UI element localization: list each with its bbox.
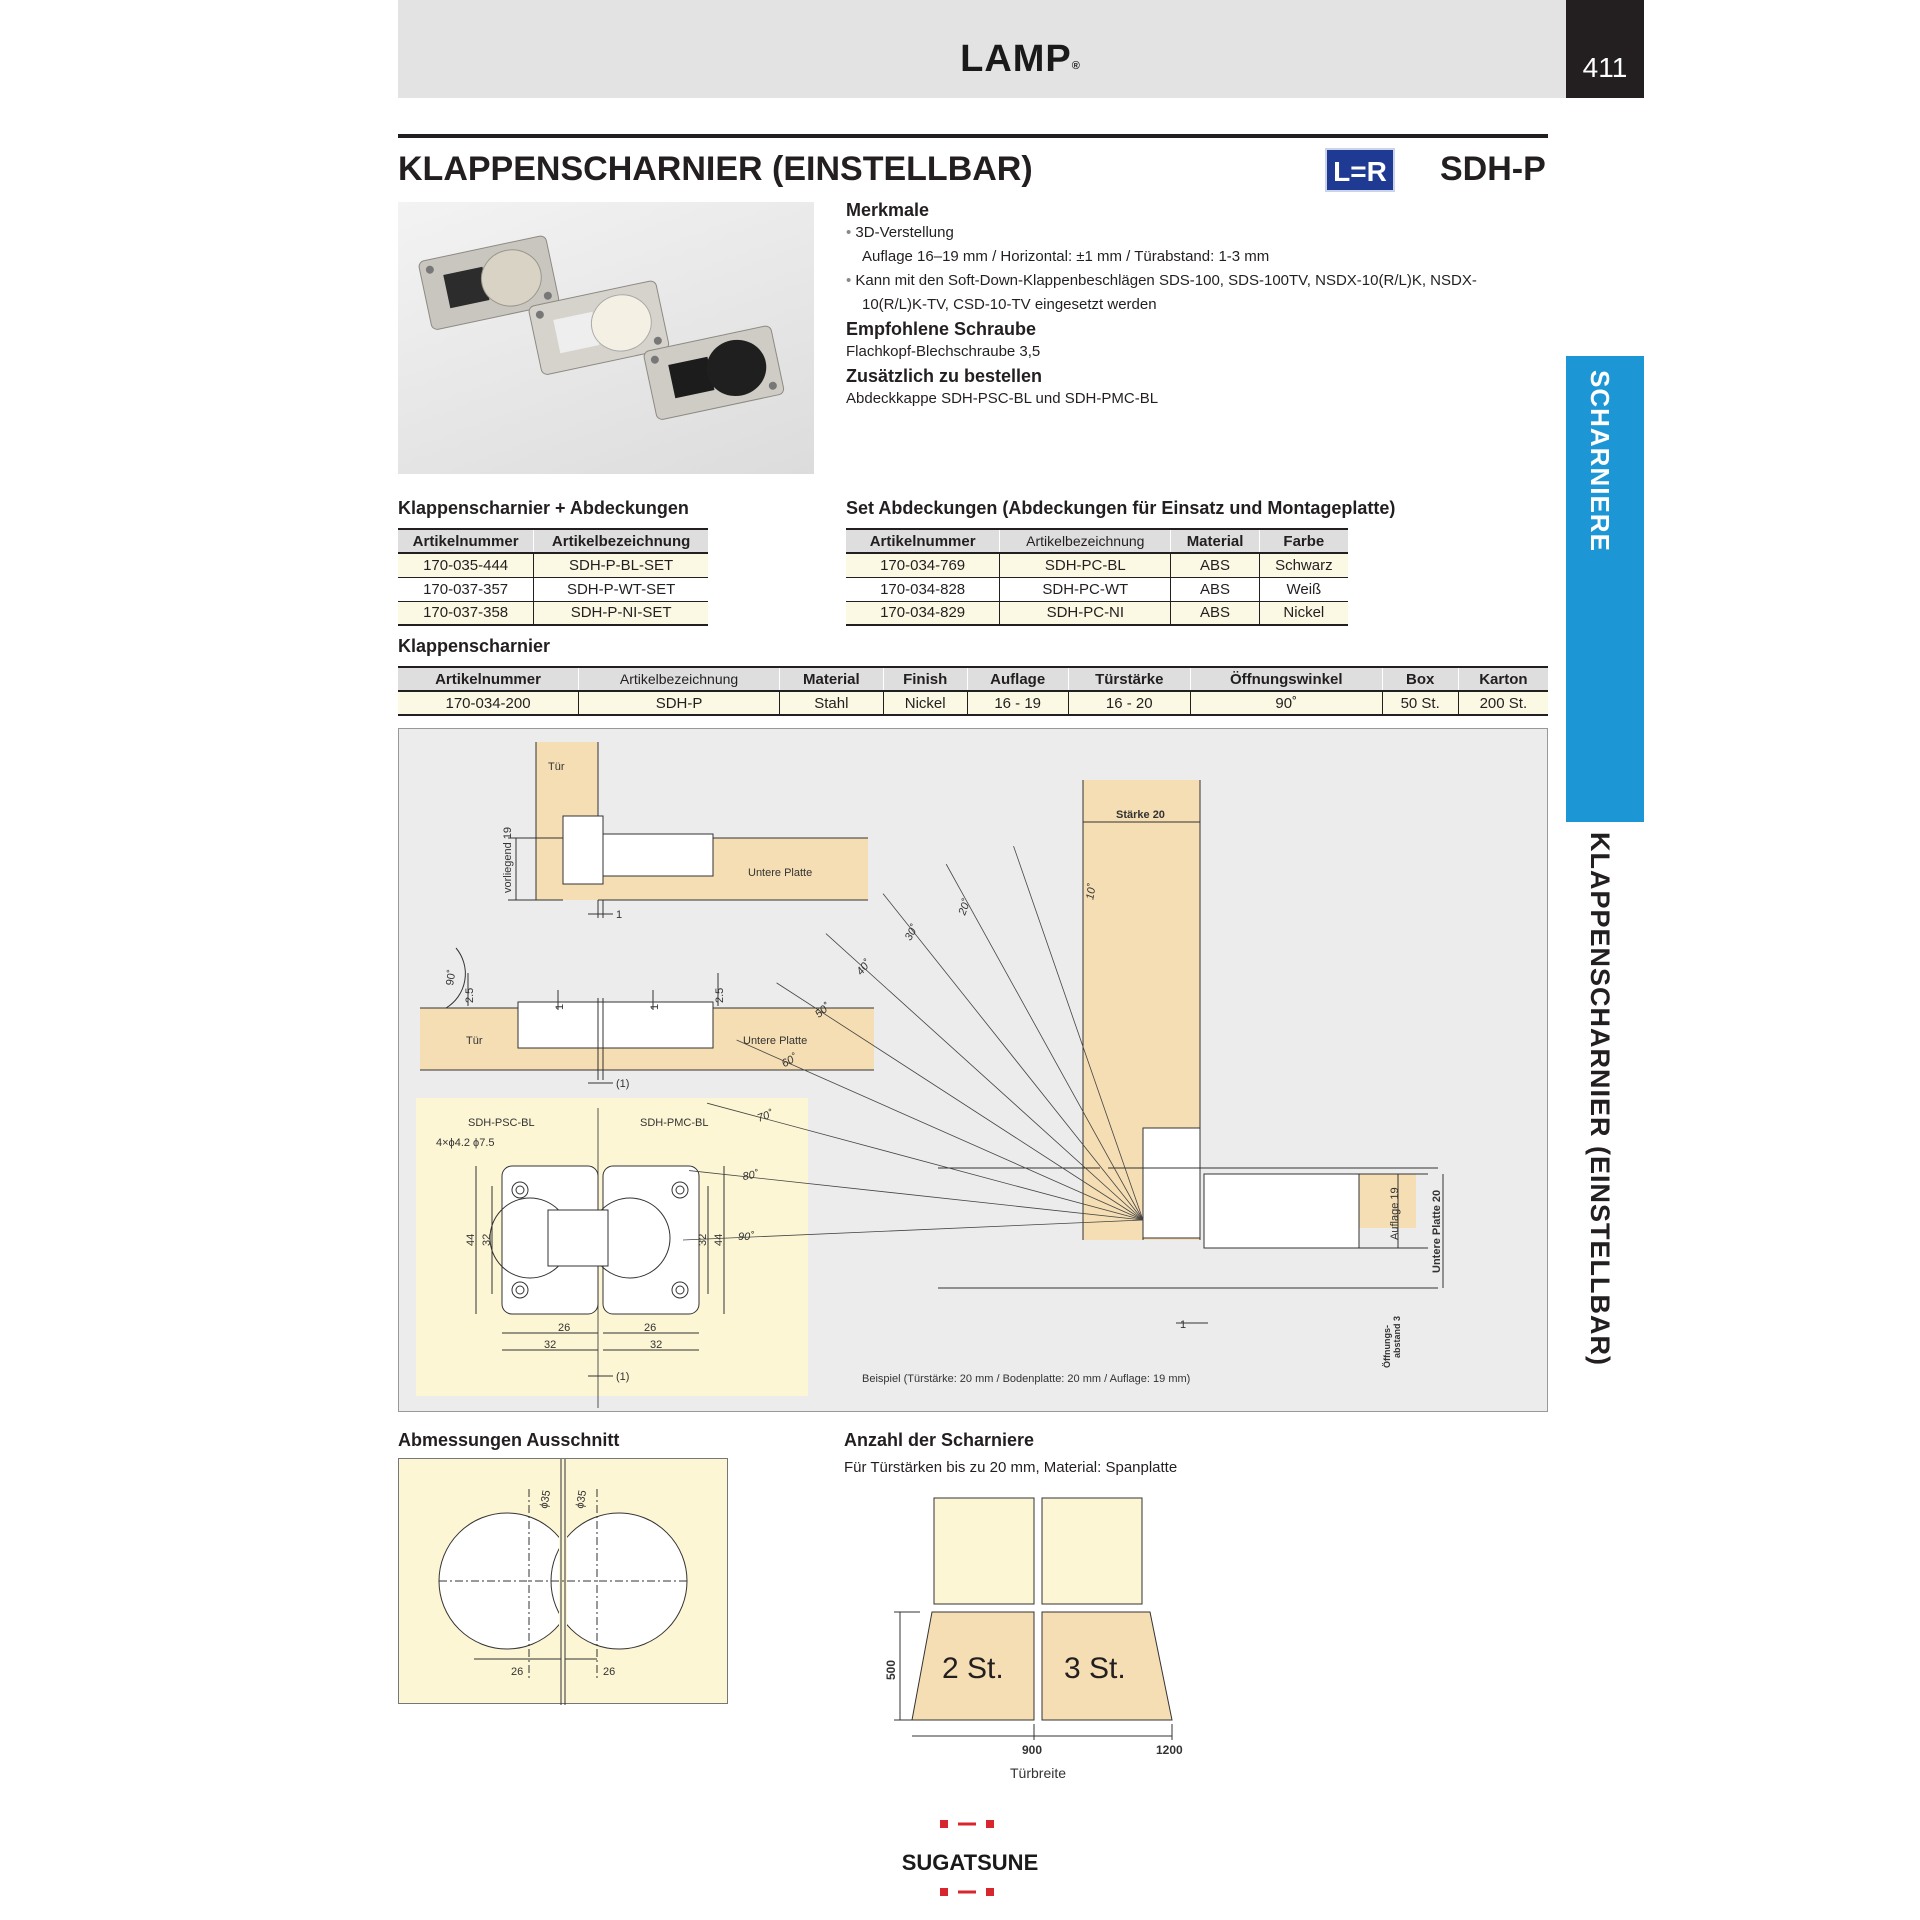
pmc-label: SDH-PMC-BL — [640, 1117, 709, 1129]
page-number: 411 — [1566, 0, 1644, 98]
feature-item: 10(R/L)K-TV, CSD-10-TV eingesetzt werden — [862, 296, 1157, 313]
sets-table-title: Klappenscharnier + Abdeckungen — [398, 498, 689, 518]
angle-90-label: 90˚ — [444, 968, 459, 987]
title-rule — [398, 134, 1548, 138]
height-500-label: 500 — [884, 1659, 898, 1680]
width-900-label: 900 — [1022, 1743, 1043, 1757]
width-1200-label: 1200 — [1156, 1743, 1183, 1757]
covers-table: Artikelnummer Artikelbezeichnung Material Farbe 170-034-769 SDH-PC-BL ABS Schwarz 170-034-828 SDH-PC-WT ABS Weiß 170-034-829 SDH-PC-NI ABS Nickel — [846, 528, 1348, 626]
dim-1-left: 1 — [554, 1003, 566, 1010]
hinge-count-subtitle: Für Türstärken bis zu 20 mm, Material: Spanplatte — [844, 1459, 1178, 1476]
model-code: SDH-P — [1440, 150, 1546, 188]
brand-logo: LAMP® — [960, 38, 1081, 80]
footer-brand: SUGATSUNE — [901, 1850, 1039, 1875]
section-side-title: KLAPPENSCHARNIER (EINSTELLBAR) — [1585, 832, 1615, 1367]
lower-plate-label: Untere Platte — [748, 867, 813, 879]
dim-1-paren-bottom: (1) — [616, 1371, 630, 1383]
dim-1: 1 — [616, 909, 623, 921]
extra-text: Abdeckkappe SDH-PSC-BL und SDH-PMC-BL — [846, 390, 1159, 407]
feature-item: • Kann mit den Soft-Down-Klappenbeschlägen SDS-100, SDS-100TV, NSDX-10(R/L)K, NSDX- — [846, 272, 1477, 289]
swing-angle-label: 90˚ — [738, 1231, 754, 1243]
category-tab-label: SCHARNIERE — [1585, 370, 1615, 552]
gap-1: 1 — [1180, 1319, 1187, 1331]
cutout-26-right: 26 — [603, 1666, 616, 1678]
page-title: KLAPPENSCHARNIER (EINSTELLBAR) — [398, 150, 1033, 188]
lower-plate-label-2: Untere Platte — [743, 1035, 808, 1047]
swing-angle-label: 60˚ — [779, 1051, 800, 1071]
swing-angle-label: 80˚ — [741, 1168, 760, 1184]
swing-angle-label: 10˚ — [1084, 883, 1099, 901]
door-label: Tür — [548, 761, 565, 773]
feature-item: Auflage 16–19 mm / Horizontal: ±1 mm / Türabstand: 1-3 mm — [862, 248, 1270, 265]
product-photo — [398, 202, 814, 474]
opening-gap-label-2: abstand 3 — [1392, 1315, 1402, 1358]
dim-32-left: 32 — [481, 1233, 493, 1246]
features-block — [846, 200, 1546, 411]
dim-1-right: 1 — [649, 1003, 661, 1010]
cutout-title: Abmessungen Ausschnitt — [398, 1430, 620, 1450]
swing-angle-label: 50˚ — [812, 1001, 833, 1021]
hinge-table: Artikelnummer Artikelbezeichnung Material Finish Auflage Türstärke Öffnungswinkel Box Karton 170-034-200 SDH-P Stahl Nickel 16 - 19 16 - 20 90˚ 50 St. 200 St. — [398, 666, 1548, 716]
opening-gap-label: Öffnungs- — [1382, 1325, 1392, 1368]
swing-angle-label: 40˚ — [854, 957, 874, 978]
dim-32-right: 32 — [697, 1233, 709, 1246]
door-label-2: Tür — [466, 1035, 483, 1047]
holes-label: 4×ϕ4.2 ϕ7.5 — [436, 1137, 495, 1149]
thickness-label: Stärke 20 — [1116, 809, 1165, 821]
header-bar — [398, 0, 1643, 98]
dim-2-5-right: 2.5 — [714, 987, 726, 1003]
dim-32-bottom-right: 32 — [650, 1339, 663, 1351]
footer-logo — [900, 1820, 1040, 1905]
lower-plate-20-label: Untere Platte 20 — [1431, 1189, 1443, 1273]
dim-32-bottom-left: 32 — [544, 1339, 557, 1351]
overlay-19-label: Auflage 19 — [1389, 1187, 1401, 1240]
psc-label: SDH-PSC-BL — [468, 1117, 535, 1129]
hinge-count-chart — [880, 1488, 1200, 1788]
example-caption: Beispiel (Türstärke: 20 mm / Bodenplatte: 20 mm / Auflage: 19 mm) — [862, 1373, 1191, 1385]
hinge-count-title: Anzahl der Scharniere — [844, 1430, 1035, 1450]
dim-26-right: 26 — [644, 1322, 657, 1334]
dim-44-left: 44 — [465, 1233, 477, 1246]
count-2-label: 2 St. — [942, 1652, 1004, 1685]
screw-text: Flachkopf-Blechschraube 3,5 — [846, 343, 1041, 360]
lr-badge: L=R — [1325, 148, 1395, 192]
dim-1-paren: (1) — [616, 1078, 630, 1090]
cutout-dia-right: ϕ35 — [574, 1489, 590, 1510]
cutout-drawing — [398, 1458, 728, 1704]
category-tab[interactable] — [1566, 356, 1644, 822]
sets-table: Artikelnummer Artikelbezeichnung 170-035-444 SDH-P-BL-SET 170-037-357 SDH-P-WT-SET 170-037-358 SDH-P-NI-SET — [398, 528, 708, 626]
feature-item: • 3D-Verstellung — [846, 224, 954, 241]
door-width-label: Türbreite — [1010, 1765, 1067, 1781]
cutout-26-left: 26 — [511, 1666, 524, 1678]
swing-angle-label: 30˚ — [902, 922, 922, 943]
dim-44-right: 44 — [713, 1233, 725, 1246]
extra-heading: Zusätzlich zu bestellen — [846, 366, 1043, 386]
swing-ray — [737, 1040, 1143, 1220]
cutout-dia-left: ϕ35 — [538, 1489, 554, 1510]
features-heading: Merkmale — [846, 200, 930, 220]
screw-heading: Empfohlene Schraube — [846, 319, 1037, 339]
drawing-svg — [398, 728, 1548, 1412]
count-3-label: 3 St. — [1064, 1652, 1126, 1685]
dim-2-5-left: 2.5 — [464, 987, 476, 1003]
overlay-dim: vorliegend 19 — [502, 826, 514, 893]
covers-table-title: Set Abdeckungen (Abdeckungen für Einsatz und Montageplatte) — [846, 498, 1396, 518]
swing-angle-label: 70˚ — [755, 1108, 775, 1125]
dim-26-left: 26 — [558, 1322, 571, 1334]
hinge-table-title: Klappenscharnier — [398, 636, 551, 656]
swing-ray — [707, 1103, 1143, 1220]
swing-angle-label: 20˚ — [956, 897, 974, 917]
